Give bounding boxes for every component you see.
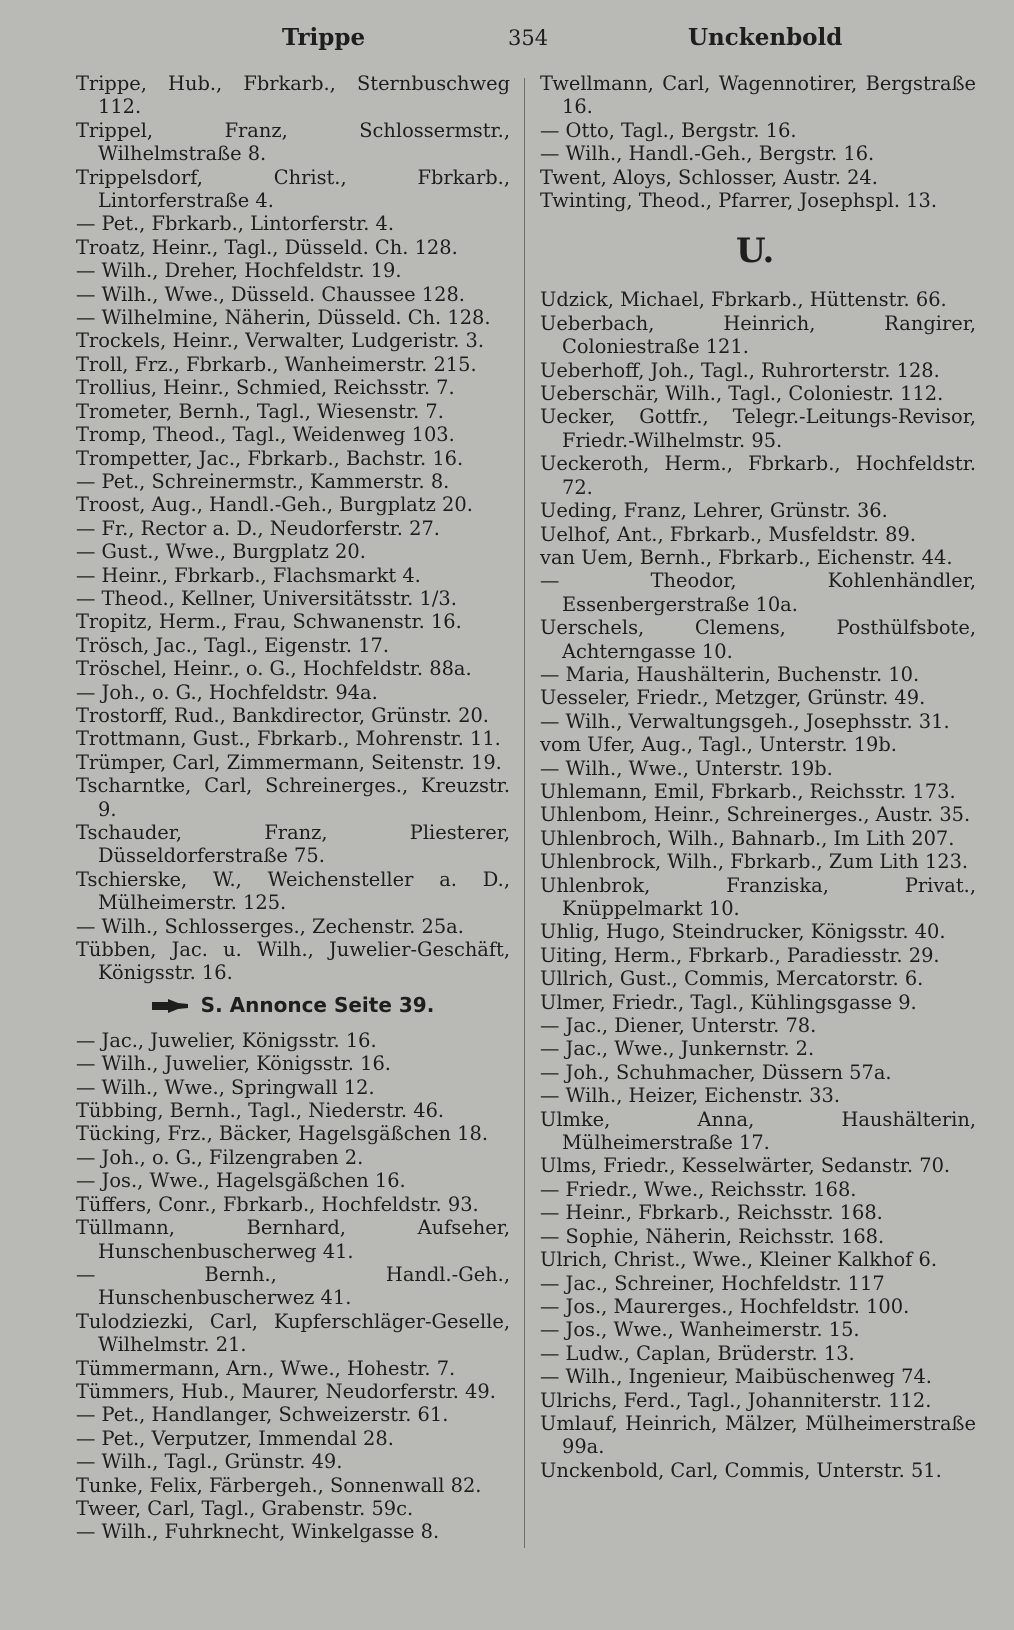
left-column (76, 72, 510, 1544)
directory-entry: Trostorff, Rud., Bankdirector, Grünstr. 20. (76, 703, 489, 727)
directory-entry: Ulrichs, Ferd., Tagl., Johanniterstr. 112. (540, 1388, 932, 1412)
directory-entry: Tschauder, Franz, Pliesterer, Düsseldorferstraße 75. (76, 821, 510, 868)
directory-entry: — Joh., Schuhmacher, Düssern 57a. (540, 1060, 892, 1084)
directory-entry: Uiting, Herm., Fbrkarb., Paradiesstr. 29. (540, 943, 940, 967)
directory-entry: Trippelsdorf, Christ., Fbrkarb., Lintorferstraße 4. (76, 165, 510, 213)
directory-entry: — Jac., Wwe., Junkernstr. 2. (540, 1037, 815, 1061)
directory-entry: Ueding, Franz, Lehrer, Grünstr. 36. (540, 499, 888, 523)
directory-entry: Ueberbach, Heinrich, Rangirer, Coloniestraße 121. (540, 311, 976, 359)
directory-entry: Ueckeroth, Herm., Fbrkarb., Hochfeldstr. 72. (540, 452, 976, 499)
directory-entry: Uhlenbrok, Franziska, Privat., Knüppelmarkt 10. (540, 873, 976, 920)
directory-entry: — Fr., Rector a. D., Neudorferstr. 27. (76, 516, 440, 540)
directory-entry: Trümper, Carl, Zimmermann, Seitenstr. 19. (76, 750, 502, 774)
directory-entry: — Wilh., Fuhrknecht, Winkelgasse 8. (76, 1520, 440, 1544)
directory-entry: Ulmke, Anna, Haushälterin, Mülheimerstraße 17. (540, 1107, 976, 1155)
directory-entry: Twellmann, Carl, Wagennotirer, Bergstraße 16. (540, 72, 976, 119)
right-entry-list (540, 288, 976, 1482)
directory-entry: — Wilh., Dreher, Hochfeldstr. 19. (76, 259, 402, 283)
directory-entry: Umlauf, Heinrich, Mälzer, Mülheimerstraße 99a. (540, 1411, 976, 1459)
page-number: 354 (508, 26, 549, 50)
directory-entry: — Wilh., Verwaltungsgeh., Josephsstr. 31. (540, 709, 950, 733)
left-entry-list-continued (76, 1029, 510, 1544)
directory-entry: Uerschels, Clemens, Posthülfsbote, Achterngasse 10. (540, 616, 976, 663)
annonce-text: S. Annonce Seite 39. (200, 992, 435, 1017)
directory-entry: Tröschel, Heinr., o. G., Hochfeldstr. 88a. (76, 657, 472, 681)
directory-entry: Ulmer, Friedr., Tagl., Kühlingsgasse 9. (540, 990, 917, 1014)
directory-entry: Tulodziezki, Carl, Kupferschläger-Geselle, Wilhelmstr. 21. (76, 1309, 510, 1357)
right-column (540, 72, 976, 1482)
directory-entry: Tübben, Jac. u. Wilh., Juwelier-Geschäft, Königsstr. 16. (76, 938, 510, 985)
directory-entry: — Pet., Fbrkarb., Lintorferstr. 4. (76, 212, 395, 236)
directory-entry: Tümmers, Hub., Maurer, Neudorferstr. 49. (76, 1379, 496, 1403)
pointing-hand-icon (152, 999, 188, 1013)
directory-entry: Trottmann, Gust., Fbrkarb., Mohrenstr. 11. (76, 727, 501, 751)
directory-entry: Ulms, Friedr., Kesselwärter, Sedanstr. 70. (540, 1154, 951, 1178)
letter-heading: U. (736, 231, 775, 272)
directory-entry: — Friedr., Wwe., Reichsstr. 168. (540, 1177, 857, 1201)
directory-entry: Uhlig, Hugo, Steindrucker, Königsstr. 40. (540, 920, 946, 944)
directory-entry: Unckenbold, Carl, Commis, Unterstr. 51. (540, 1458, 942, 1482)
directory-entry: — Jos., Wwe., Hagelsgäßchen 16. (76, 1169, 406, 1193)
directory-entry: — Jos., Maurerges., Hochfeldstr. 100. (540, 1294, 910, 1318)
directory-entry: — Wilh., Ingenieur, Maibüschenweg 74. (540, 1365, 932, 1389)
directory-entry: vom Ufer, Aug., Tagl., Unterstr. 19b. (540, 733, 897, 757)
directory-entry: — Otto, Tagl., Bergstr. 16. (540, 118, 797, 142)
directory-entry: Twent, Aloys, Schlosser, Austr. 24. (540, 165, 878, 189)
directory-entry: — Wilh., Heizer, Eichenstr. 33. (540, 1084, 840, 1108)
header-left-keyword: Trippe (282, 24, 366, 51)
directory-entry: Ullrich, Gust., Commis, Mercatorstr. 6. (540, 967, 924, 991)
directory-entry: Ulrich, Christ., Wwe., Kleiner Kalkhof 6. (540, 1248, 937, 1272)
directory-entry: — Gust., Wwe., Burgplatz 20. (76, 540, 366, 564)
directory-entry: — Jac., Juwelier, Königsstr. 16. (76, 1028, 377, 1052)
directory-entry: — Joh., o. G., Hochfeldstr. 94a. (76, 680, 378, 704)
left-entry-list (76, 72, 510, 985)
directory-entry: — Heinr., Fbrkarb., Reichsstr. 168. (540, 1201, 883, 1225)
directory-entry: Twinting, Theod., Pfarrer, Josephspl. 13. (540, 189, 937, 213)
directory-entry: Ueberschär, Wilh., Tagl., Coloniestr. 112. (540, 382, 944, 406)
directory-entry: — Jos., Wwe., Wanheimerstr. 15. (540, 1318, 860, 1342)
directory-entry: Udzick, Michael, Fbrkarb., Hüttenstr. 66. (540, 288, 947, 312)
directory-entry: Trösch, Jac., Tagl., Eigenstr. 17. (76, 633, 390, 657)
directory-entry: Trometer, Bernh., Tagl., Wiesenstr. 7. (76, 399, 444, 423)
directory-entry: — Pet., Schreinermstr., Kammerstr. 8. (76, 469, 450, 493)
directory-entry: — Theod., Kellner, Universitätsstr. 1/3. (76, 586, 457, 610)
directory-entry: van Uem, Bernh., Fbrkarb., Eichenstr. 44. (540, 545, 953, 569)
directory-entry: Tschierske, W., Weichensteller a. D., Mülheimerstr. 125. (76, 867, 510, 915)
directory-entry: Trippe, Hub., Fbrkarb., Sternbuschweg 112. (76, 72, 510, 119)
directory-entry: Trompetter, Jac., Fbrkarb., Bachstr. 16. (76, 446, 464, 470)
directory-entry: Troll, Frz., Fbrkarb., Wanheimerstr. 215. (76, 352, 477, 376)
directory-entry: — Wilh., Handl.-Geh., Bergstr. 16. (540, 142, 875, 166)
directory-entry: Troatz, Heinr., Tagl., Düsseld. Ch. 128. (76, 235, 458, 259)
directory-entry: — Wilh., Wwe., Düsseld. Chaussee 128. (76, 282, 465, 306)
directory-entry: — Wilh., Juwelier, Königsstr. 16. (76, 1052, 391, 1076)
header-right-keyword: Unckenbold (688, 24, 843, 51)
directory-entry: Tweer, Carl, Tagl., Grabenstr. 59c. (76, 1496, 414, 1520)
directory-entry: Tunke, Felix, Färbergeh., Sonnenwall 82. (76, 1473, 482, 1497)
directory-entry: Trippel, Franz, Schlossermstr., Wilhelmstraße 8. (76, 118, 510, 166)
directory-entry: Tromp, Theod., Tagl., Weidenweg 103. (76, 423, 455, 447)
directory-entry: — Wilh., Wwe., Springwall 12. (76, 1075, 375, 1099)
directory-entry: Tüffers, Conr., Fbrkarb., Hochfeldstr. 93. (76, 1192, 479, 1216)
directory-entry: Uelhof, Ant., Fbrkarb., Musfeldstr. 89. (540, 522, 916, 546)
directory-entry: Ueberhoff, Joh., Tagl., Ruhrorterstr. 128. (540, 358, 940, 382)
directory-entry: Tropitz, Herm., Frau, Schwanenstr. 16. (76, 610, 462, 634)
right-entry-list-top (540, 72, 976, 212)
directory-entry: Uhlemann, Emil, Fbrkarb., Reichsstr. 173. (540, 779, 956, 803)
directory-entry: — Jac., Diener, Unterstr. 78. (540, 1014, 817, 1038)
directory-entry: Tücking, Frz., Bäcker, Hagelsgäßchen 18. (76, 1122, 489, 1146)
annonce-notice (76, 987, 510, 1023)
directory-entry: — Pet., Handlanger, Schweizerstr. 61. (76, 1403, 449, 1427)
directory-entry: Trockels, Heinr., Verwalter, Ludgeristr. 3. (76, 329, 485, 353)
directory-entry: Trollius, Heinr., Schmied, Reichsstr. 7. (76, 376, 455, 400)
directory-entry: Uecker, Gottfr., Telegr.-Leitungs-Revisor, Friedr.-Wilhelmstr. 95. (540, 405, 976, 452)
directory-entry: — Wilhelmine, Näherin, Düsseld. Ch. 128. (76, 306, 491, 330)
directory-entry: Tscharntke, Carl, Schreinerges., Kreuzstr. 9. (76, 774, 510, 821)
column-divider (524, 78, 525, 1548)
directory-entry: — Wilh., Wwe., Unterstr. 19b. (540, 756, 833, 780)
directory-entry: — Ludw., Caplan, Brüderstr. 13. (540, 1341, 855, 1365)
directory-entry: Uhlenbrock, Wilh., Fbrkarb., Zum Lith 123. (540, 850, 969, 874)
directory-entry: — Jac., Schreiner, Hochfeldstr. 117 (540, 1271, 885, 1295)
directory-entry: — Wilh., Tagl., Grünstr. 49. (76, 1450, 343, 1474)
directory-entry: Tübbing, Bernh., Tagl., Niederstr. 46. (76, 1099, 445, 1123)
directory-entry: — Pet., Verputzer, Immendal 28. (76, 1426, 394, 1450)
directory-entry: — Wilh., Schlosserges., Zechenstr. 25a. (76, 914, 464, 938)
directory-entry: Tümmermann, Arn., Wwe., Hohestr. 7. (76, 1356, 456, 1380)
directory-entry: — Sophie, Näherin, Reichsstr. 168. (540, 1224, 885, 1248)
directory-entry: Uhlenbroch, Wilh., Bahnarb., Im Lith 207. (540, 826, 955, 850)
directory-entry: Uesseler, Friedr., Metzger, Grünstr. 49. (540, 686, 926, 710)
directory-entry: — Heinr., Fbrkarb., Flachsmarkt 4. (76, 563, 421, 587)
directory-entry: — Theodor, Kohlenhändler, Essenbergerstraße 10a. (540, 569, 976, 616)
directory-entry: — Bernh., Handl.-Geh., Hunschenbuscherwez 41. (76, 1262, 510, 1310)
directory-entry: — Maria, Haushälterin, Buchenstr. 10. (540, 662, 920, 686)
directory-entry: Tüllmann, Bernhard, Aufseher, Hunschenbuscherweg 41. (76, 1216, 510, 1263)
directory-entry: Uhlenbom, Heinr., Schreinerges., Austr. 35. (540, 803, 971, 827)
directory-entry: — Joh., o. G., Filzengraben 2. (76, 1145, 364, 1169)
page-header (0, 22, 1014, 62)
directory-entry: Troost, Aug., Handl.-Geh., Burgplatz 20. (76, 493, 473, 517)
